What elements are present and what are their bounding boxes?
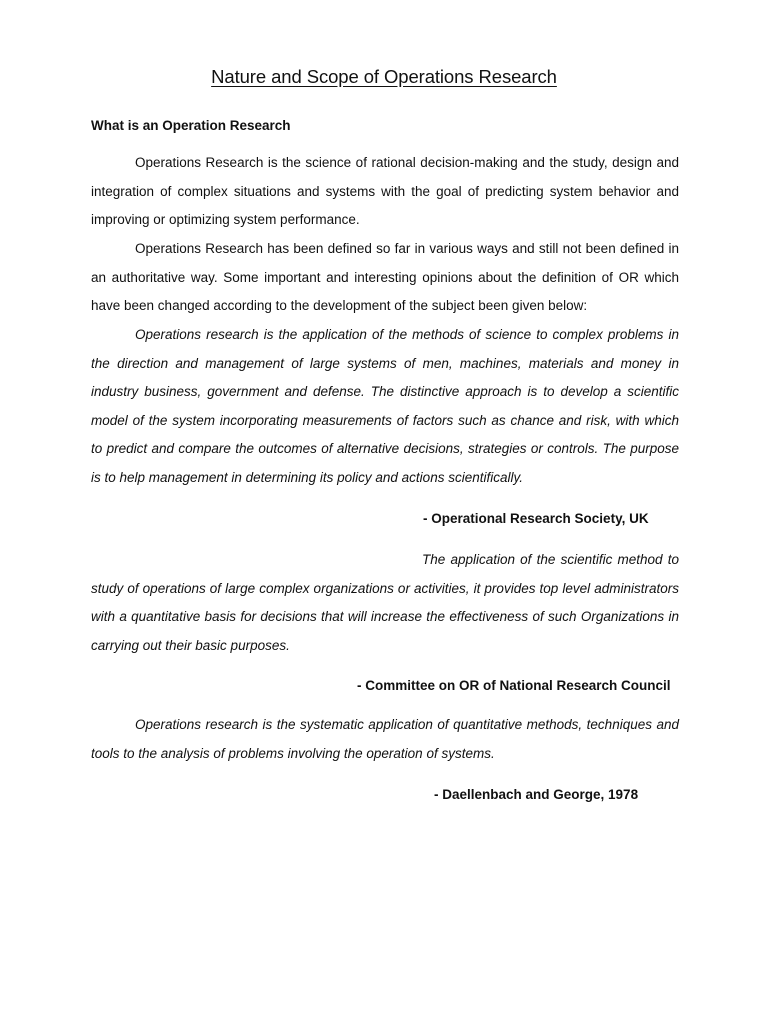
intro-paragraph-opinions: Operations Research has been defined so far in various ways and still not been defined in an authoritative way. Some important and interesting opinions about the definition of OR which have been changed according to the development of the subject been given below: (91, 241, 679, 314)
quote-attribution-daellenbach: - Daellenbach and George, 1978 (434, 787, 639, 802)
quote-attribution-ors-uk: - Operational Research Society, UK (423, 511, 649, 526)
quote-attribution-nrc: - Committee on OR of National Research Council (357, 678, 671, 693)
quote-text-daellenbach: Operations research is the systematic application of quantitative methods, techniques and tools to the analysis of problems involving the operation of systems. (91, 717, 679, 761)
quote-text-nrc: The application of the scientific method to study of operations of large complex organizations or activities, it provides top level administrators with a quantitative basis for decisions that will increase the effectiveness of such Organizations in carrying out their basic purposes. (91, 552, 679, 653)
section-heading: What is an Operation Research (91, 118, 291, 133)
quote-text-ors-uk: Operations research is the application of the methods of science to complex problems in the direction and management of large systems of men, machines, materials and money in industry business, government and defense. The distinctive approach is to develop a scientific model of the system incorporating measurements of factors such as chance and risk, with which to predict and compare the outcomes of alternative decisions, strategies or controls. The purpose is to help management in determining its policy and actions scientifically. (91, 327, 679, 485)
intro-paragraph-definition: Operations Research is the science of rational decision-making and the study, design and integration of complex situations and systems with the goal of predicting system behavior and improving or optimizing system performance. (91, 155, 679, 228)
document-title: Nature and Scope of Operations Research (211, 66, 557, 87)
